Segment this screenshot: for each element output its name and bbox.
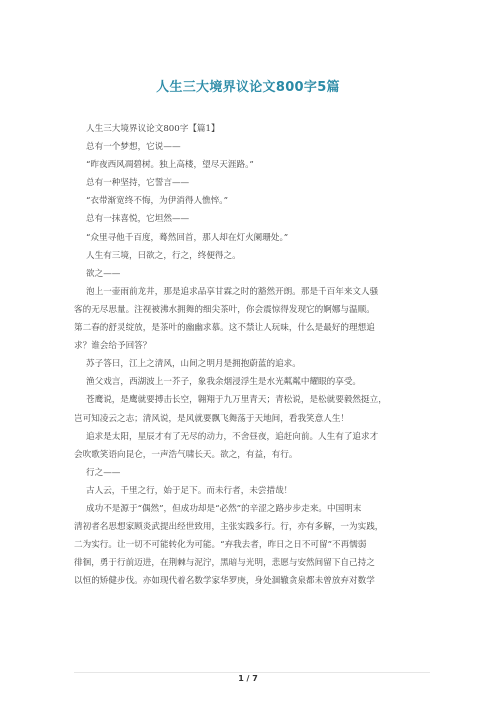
paragraph-line: 第二春的舒灵绽放，是茶叶的幽幽求慕。这不禁让人玩味，什么是最好的理想追 [74, 323, 375, 334]
paragraph-line: 追求是太阳，星辰才有了无尽的动力，不舍昼夜，追赶向前。人生有了追求才 [86, 431, 379, 442]
paragraph-line: “昨夜西风凋碧树。独上高楼，望尽天涯路。” [86, 160, 254, 171]
footer-divider [74, 672, 430, 673]
paragraph-line: 客的无尽思量。注视被沸水拥舞的细尖茶叶，你会震惊得发现它的婀娜与温顺。 [74, 304, 375, 315]
paragraph-line: 岂可知凌云之志；清风说，是风就要飘飞舞荡于天地间，看我笑意人生！ [74, 413, 350, 424]
document-title: 人生三大境界议论文800字5篇 [156, 80, 340, 95]
document-body [74, 120, 430, 590]
paragraph-line: 成功不是源于“偶然”，但成功却是“必然”的辛涩之路步步走来。中国明末 [86, 503, 362, 514]
paragraph-line: 人生三大境界议论文800字【篇1】 [86, 124, 220, 134]
paragraph-line: 会吹歌笑语向昆仑，一声浩气啸长天。欲之，有益，有行。 [74, 449, 298, 460]
paragraph-line: 以恒的矫健步伐。亦如现代着名数学家华罗庚，身处涸辙贪泉都未曾放弃对数学 [74, 576, 375, 587]
paragraph-line: 欲之—— [86, 268, 121, 279]
paragraph-line: 泡上一壶雨前龙井，那是追求品享甘霖之时的豁然开朗。那是千百年来文人骚 [86, 286, 379, 297]
page-number: 1 / 7 [238, 674, 258, 683]
paragraph-line: 二为实行。让一切不可能转化为可能。“弃我去者，昨日之日不可留”不再懦弱 [74, 540, 367, 551]
paragraph-line: 苏子答曰，江上之清风，山间之明月是拥抱蔚蓝的追求。 [86, 359, 301, 370]
paragraph-line: “衣带渐宽终不悔，为伊消得人憔悴。” [86, 196, 228, 207]
paragraph-line: 总有一种坚持，它誓言—— [86, 178, 190, 189]
paragraph-line: 徘徊，勇于行前迈进，在荆棘与泥泞，黑暗与光明，悲愿与安然间留下自己持之 [74, 558, 375, 569]
paragraph-line: 苍鹰说，是鹰就要搏击长空，翱翔于九万里青天；青松说，是松就要毅然挺立， [86, 395, 387, 406]
paragraph-line: 行之—— [86, 467, 121, 478]
paragraph-line: 古人云，千里之行，始于足下。而未行者，未尝措哉！ [86, 485, 293, 496]
paragraph-line: 总有一抹喜悦，它坦然—— [86, 214, 190, 225]
paragraph-line: 人生有三境，曰欲之，行之，终便得之。 [86, 250, 241, 261]
paragraph-line: 求？谁会给予回答？ [74, 341, 152, 352]
paragraph-line: 渔父戏言，西湖波上一芥子，象我余烟浸浮生是水光粼粼中耀眼的享受。 [86, 377, 362, 388]
paragraph-line: “众里寻他千百度，蓦然回首，那人却在灯火阑珊处。” [86, 232, 289, 243]
paragraph-line: 清初者名思想家顾炎武提出经世致用，主张实践多行。行，亦有多解，一为实践， [74, 522, 384, 533]
paragraph-line: 总有一个梦想，它说—— [86, 142, 181, 153]
